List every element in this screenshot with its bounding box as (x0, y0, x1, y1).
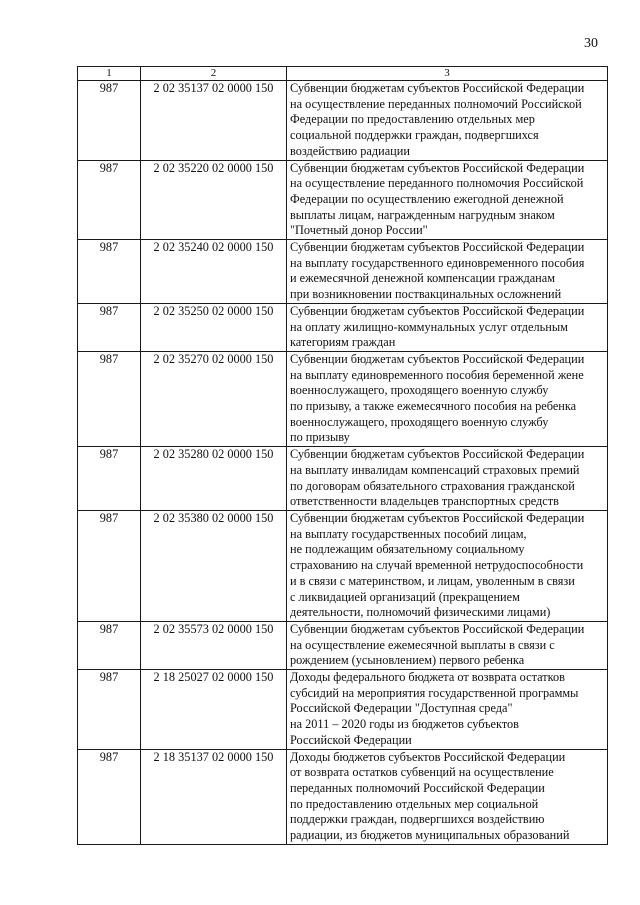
revenue-name-line: "Почетный донор России" (290, 223, 428, 238)
revenue-name-line: воздействию радиации (290, 143, 410, 158)
page-number: 30 (584, 36, 598, 51)
budget-code-cell: 2 02 35250 02 0000 150 (141, 303, 287, 351)
budget-classification-table (77, 66, 608, 845)
admin-code-cell: 987 (78, 447, 141, 511)
revenue-name-line: поддержки граждан, подвергшихся воздействию (290, 812, 545, 827)
admin-code-cell: 987 (78, 510, 141, 621)
revenue-name-line: на выплату инвалидам компенсаций страховых премий (290, 462, 580, 477)
revenue-name-cell (287, 160, 608, 240)
revenue-name-line: на оплату жилищно-коммунальных услуг отдельным (290, 319, 568, 334)
revenue-name-line: на выплату единовременного пособия беременной жене (290, 367, 584, 382)
revenue-name-cell (287, 447, 608, 511)
admin-code-cell: 987 (78, 81, 141, 161)
budget-code-cell: 2 02 35280 02 0000 150 (141, 447, 287, 511)
column-header-3: 3 (287, 67, 608, 81)
admin-code-cell: 987 (78, 670, 141, 750)
revenue-name-cell (287, 621, 608, 669)
budget-code-cell: 2 02 35137 02 0000 150 (141, 81, 287, 161)
revenue-name-cell (287, 670, 608, 750)
admin-code-cell: 987 (78, 749, 141, 844)
table-row (78, 670, 608, 750)
revenue-name-line: Российской Федерации "Доступная среда" (290, 701, 513, 716)
revenue-name-line: Субвенции бюджетам субъектов Российской Федерации (290, 447, 585, 462)
revenue-name-line: по призыву, а также ежемесячного пособия на ребенка (290, 399, 577, 414)
table-row (78, 303, 608, 351)
budget-code-cell: 2 02 35380 02 0000 150 (141, 510, 287, 621)
revenue-name-line: радиации, из бюджетов муниципальных образований (290, 828, 570, 843)
admin-code-cell: 987 (78, 351, 141, 446)
revenue-name-line: от возврата остатков субвенций на осуществление (290, 765, 554, 780)
revenue-name-line: Федерации по предоставлению отдельных мер (290, 112, 535, 127)
revenue-name-line: деятельности, полномочий физическими лицами) (290, 605, 551, 620)
revenue-name-line: страхованию на случай временной нетрудоспособности (290, 558, 584, 573)
admin-code-cell: 987 (78, 303, 141, 351)
revenue-name-line: Российской Федерации (290, 732, 412, 747)
table-body (78, 81, 608, 845)
revenue-name-line: не подлежащим обязательному социальному (290, 542, 525, 557)
budget-code-cell: 2 02 35240 02 0000 150 (141, 240, 287, 304)
revenue-name-line: военнослужащего, проходящего военную службу (290, 383, 549, 398)
revenue-name-line: Субвенции бюджетам субъектов Российской Федерации (290, 621, 585, 636)
revenue-name-cell (287, 303, 608, 351)
revenue-name-line: субсидий на мероприятия государственной программы (290, 685, 579, 700)
admin-code-cell: 987 (78, 240, 141, 304)
table-row (78, 160, 608, 240)
column-header-1: 1 (78, 67, 141, 81)
revenue-name-cell (287, 240, 608, 304)
table-row (78, 621, 608, 669)
revenue-name-line: ответственности владельцев транспортных средств (290, 494, 559, 509)
table-row (78, 510, 608, 621)
revenue-name-line: Субвенции бюджетам субъектов Российской Федерации (290, 240, 585, 255)
table-row (78, 749, 608, 844)
revenue-name-line: и ежемесячной денежной компенсации гражданам (290, 271, 555, 286)
revenue-name-line: по предоставлению отдельных мер социальной (290, 796, 539, 811)
table-row (78, 351, 608, 446)
revenue-name-line: Доходы федерального бюджета от возврата остатков (290, 670, 565, 685)
table-header-row (78, 67, 608, 81)
budget-code-cell: 2 02 35573 02 0000 150 (141, 621, 287, 669)
revenue-name-line: Доходы бюджетов субъектов Российской Федерации (290, 749, 566, 764)
revenue-name-line: с ликвидацией организаций (прекращением (290, 589, 520, 604)
table-row (78, 81, 608, 161)
column-header-2: 2 (141, 67, 287, 81)
revenue-name-line: на 2011 – 2020 годы из бюджетов субъектов (290, 717, 519, 732)
revenue-name-line: социальной поддержки граждан, подвергшихся (290, 128, 539, 143)
budget-code-cell: 2 18 35137 02 0000 150 (141, 749, 287, 844)
revenue-name-line: рождением (усыновлением) первого ребенка (290, 653, 525, 668)
admin-code-cell: 987 (78, 621, 141, 669)
revenue-name-line: на выплату государственного единовременного пособия (290, 255, 585, 270)
budget-code-cell: 2 18 25027 02 0000 150 (141, 670, 287, 750)
revenue-name-line: на выплату государственных пособий лицам, (290, 526, 527, 541)
budget-code-cell: 2 02 35220 02 0000 150 (141, 160, 287, 240)
revenue-name-line: по призыву (290, 430, 350, 445)
table-row (78, 240, 608, 304)
revenue-name-line: Субвенции бюджетам субъектов Российской Федерации (290, 510, 585, 525)
revenue-name-line: по договорам обязательного страхования гражданской (290, 478, 575, 493)
revenue-name-cell (287, 510, 608, 621)
revenue-name-line: и в связи с материнством, и лицам, уволенным в связи (290, 573, 575, 588)
table-row (78, 447, 608, 511)
revenue-name-line: на осуществление переданного полномочия Российской (290, 176, 584, 191)
revenue-name-line: на осуществление переданных полномочий Российской (290, 96, 582, 111)
revenue-name-line: военнослужащего, проходящего военную службу (290, 414, 549, 429)
revenue-name-line: при возникновении поствакцинальных осложнений (290, 287, 562, 302)
revenue-name-line: Субвенции бюджетам субъектов Российской Федерации (290, 81, 585, 95)
admin-code-cell: 987 (78, 160, 141, 240)
revenue-name-line: Субвенции бюджетам субъектов Российской Федерации (290, 351, 585, 366)
revenue-name-cell (287, 351, 608, 446)
revenue-name-cell (287, 81, 608, 161)
budget-code-cell: 2 02 35270 02 0000 150 (141, 351, 287, 446)
revenue-name-line: Федерации по осуществлению ежегодной денежной (290, 191, 564, 206)
revenue-name-line: выплаты лицам, награжденным нагрудным знаком (290, 207, 555, 222)
revenue-name-line: Субвенции бюджетам субъектов Российской Федерации (290, 303, 585, 318)
revenue-name-line: Субвенции бюджетам субъектов Российской Федерации (290, 160, 585, 175)
revenue-name-line: переданных полномочий Российской Федерации (290, 780, 545, 795)
revenue-name-line: на осуществление ежемесячной выплаты в связи с (290, 637, 555, 652)
revenue-name-line: категориям граждан (290, 335, 396, 350)
revenue-name-cell (287, 749, 608, 844)
